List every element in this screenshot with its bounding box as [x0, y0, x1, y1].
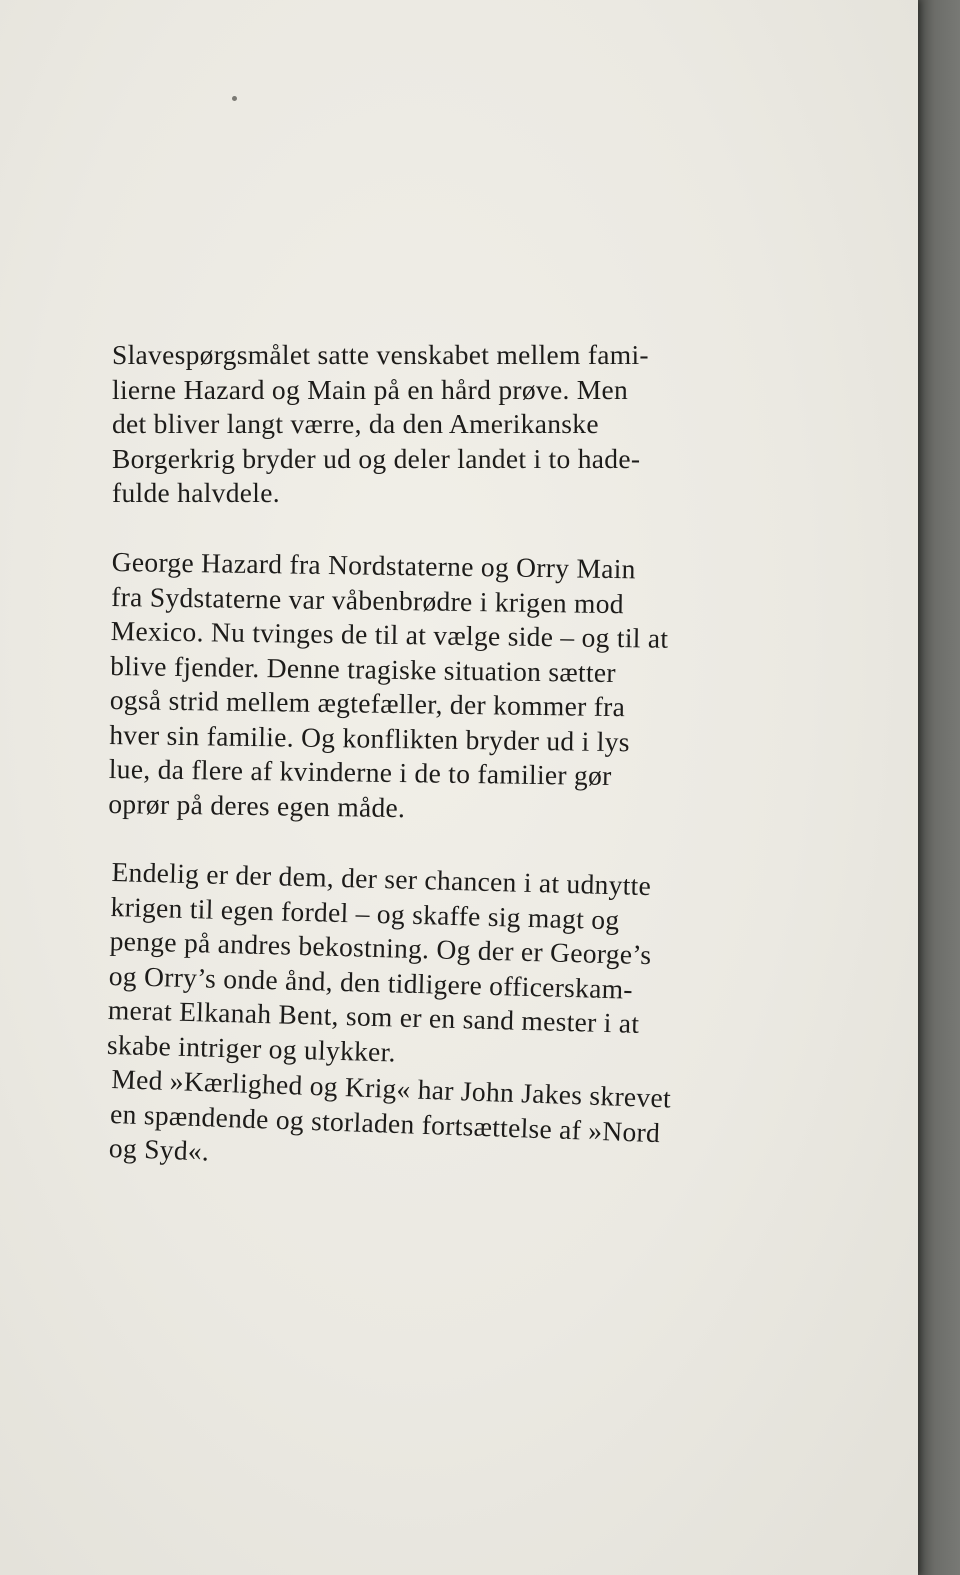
book-edge-shadow — [918, 0, 960, 1575]
paragraph-3: Endelig er der dem, der ser chancen i at udnytte krigen til egen fordel – og skaffe sig magt og penge på andres bekostning. Og der er George’s og Orry’s onde ånd, den tidligere officerskam- merat Elkanah Bent, som er en sand mester i at skabe intriger og ulykker. — [106, 855, 652, 1067]
paragraph-4: Med »Kærlighed og Krig« har John Jakes skrevet en spændende og storladen fortsættelse af »Nord og Syd«. — [108, 1062, 672, 1166]
paragraph-2: George Hazard fra Nordstaterne og Orry Main fra Sydstaterne var våbenbrødre i krigen mod Mexico. Nu tvinges de til at vælge side – og til at blive fjender. Denne tragiske situation sætter også strid mellem ægtefæller, der kommer fra hver sin familie. Og konflikten bryder ud i lys lue, da flere af kvinderne i de to familier gør oprør på deres egen måde. — [108, 545, 669, 823]
blurb-text — [106, 338, 812, 1166]
paragraph-1: Slavespørgsmålet satte venskabet mellem fami- lierne Hazard og Main på en hård prøve. Men det bliver langt værre, da den Amerikanske Borgerkrig bryder ud og deler landet i to hade- fulde halvdele. — [112, 339, 649, 508]
paper-speck — [232, 96, 237, 101]
